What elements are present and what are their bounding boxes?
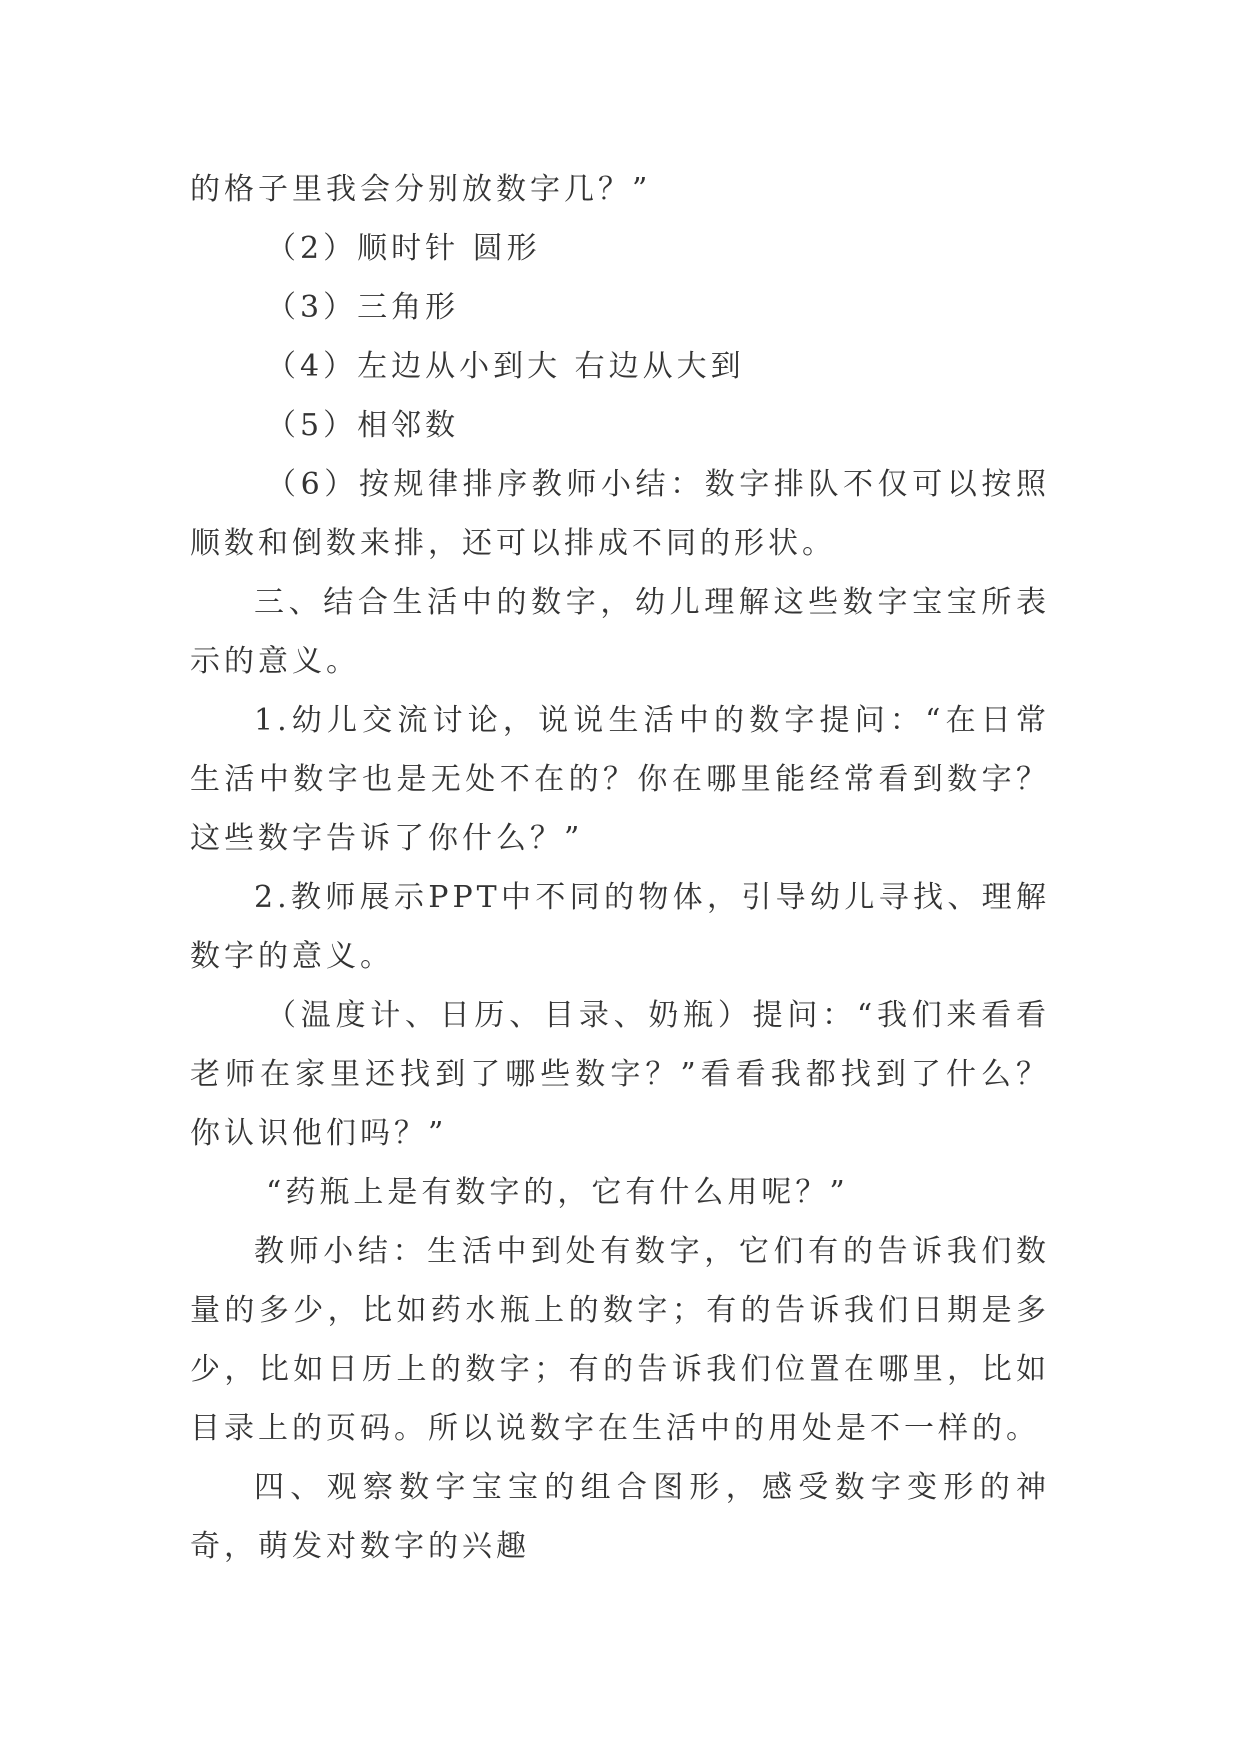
section-heading: 三、结合生活中的数字，幼儿理解这些数字宝宝所表示的意义。 <box>190 585 1050 679</box>
paragraph: （6）按规律排序教师小结：数字排队不仅可以按照顺数和倒数来排，还可以排成不同的形状。 <box>190 467 1050 561</box>
paragraph: （4）左边从小到大 右边从大到 <box>266 349 745 384</box>
paragraph: 的格子里我会分别放数字几？” <box>190 172 652 207</box>
paragraph: （5）相邻数 <box>266 408 460 443</box>
section-heading: 四、观察数字宝宝的组合图形，感受数字变形的神奇，萌发对数字的兴趣 <box>190 1470 1050 1564</box>
paragraph: “药瓶上是有数字的，它有什么用呢？” <box>266 1175 849 1210</box>
paragraph: 教师小结：生活中到处有数字，它们有的告诉我们数量的多少，比如药水瓶上的数字；有的告诉我们日期是多少，比如日历上的数字；有的告诉我们位置在哪里，比如目录上的页码。所以说数字在生活中的用处是不一样的。 <box>190 1234 1050 1446</box>
paragraph: 1.幼儿交流讨论，说说生活中的数字提问：“在日常生活中数字也是无处不在的？你在哪里能经常看到数字？这些数字告诉了你什么？” <box>190 703 1050 856</box>
paragraph: （3）三角形 <box>266 290 460 325</box>
paragraph: 2.教师展示PPT中不同的物体，引导幼儿寻找、理解数字的意义。 <box>190 880 1050 974</box>
paragraph: （温度计、日历、目录、奶瓶）提问：“我们来看看老师在家里还找到了哪些数字？”看看我都找到了什么？你认识他们吗？” <box>190 998 1050 1151</box>
body-text <box>190 160 1050 1576</box>
paragraph: （2）顺时针 圆形 <box>266 231 541 266</box>
